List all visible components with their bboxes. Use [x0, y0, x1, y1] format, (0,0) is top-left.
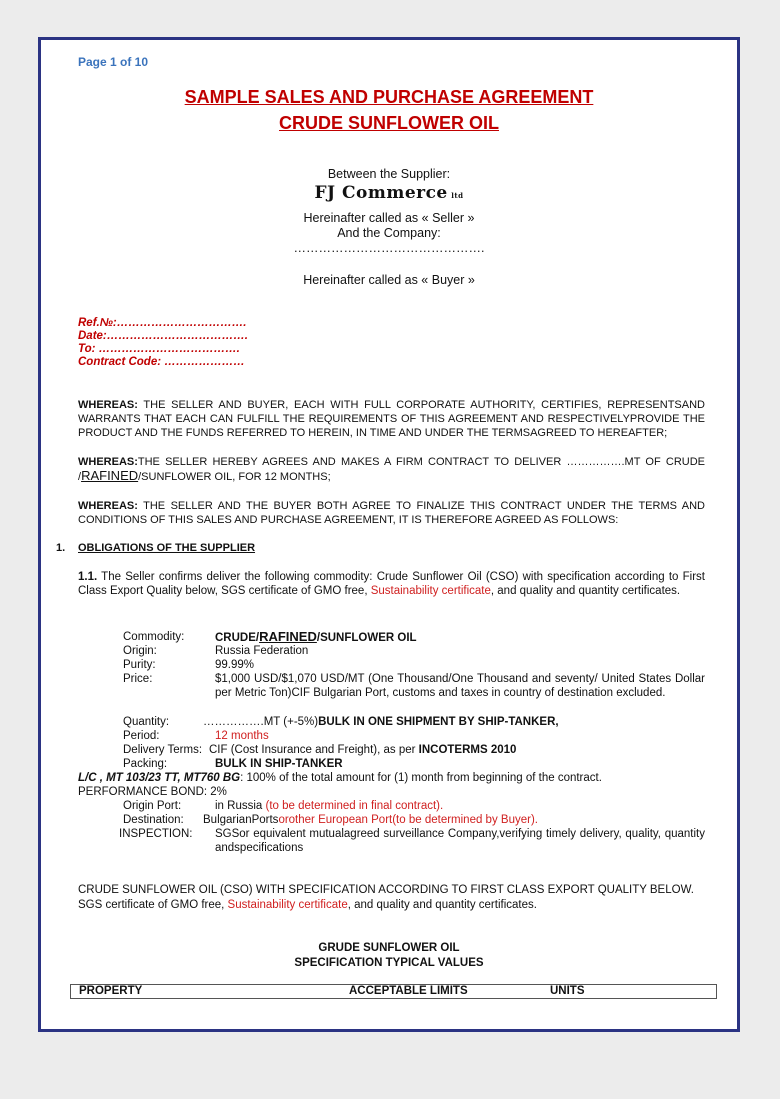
- origin-port-b: (to be determined in final contract).: [265, 800, 444, 812]
- packing-value: BULK IN SHIP-TANKER: [215, 758, 343, 770]
- cso-line-2: [78, 898, 694, 913]
- whereas-3: [78, 499, 705, 527]
- column-units: UNITS: [550, 985, 585, 997]
- document-title: SAMPLE SALES AND PURCHASE AGREEMENT: [184, 87, 594, 107]
- period-value: 12 months: [215, 730, 269, 742]
- rafined-text: RAFINED: [81, 468, 139, 483]
- buyer-called: Hereinafter called as « Buyer »: [303, 273, 475, 287]
- whereas-text: THE SELLER HEREBY AGREES AND MAKES A FIRM CONTRACT TO DELIVER …………….MT OF CRUDE /: [78, 456, 705, 483]
- clause-number: 1.1.: [78, 571, 98, 583]
- spec-title-1: GRUDE SUNFLOWER OIL: [318, 942, 460, 954]
- quantity-b: BULK IN ONE SHIPMENT BY SHIP-TANKER,: [318, 716, 559, 728]
- period-label: Period:: [123, 730, 160, 742]
- terms-block: [41, 630, 737, 900]
- whereas-label: WHEREAS:: [78, 456, 138, 468]
- cso-paragraph: [78, 883, 694, 913]
- page-number: Page 1 of 10: [78, 55, 149, 69]
- whereas-text-b: /SUNFLOWER OIL, FOR 12 MONTHS;: [138, 471, 331, 483]
- supplier-logo-text: FJ Commerce: [314, 183, 448, 203]
- price-value: $1,000 USD/$1,070 USD/MT (One Thousand/One Thousand and seventy/ United States Dollar per Metric Ton)CIF Bulgarian Port, customs and taxes in country of destination excluded.: [215, 673, 705, 699]
- ref-contract-code: Contract Code: …………………: [78, 356, 245, 368]
- price-label: Price:: [123, 673, 153, 685]
- commodity-b: /SUNFLOWER OIL: [316, 632, 417, 644]
- destination-b: orother European Port(to be determined by Buyer).: [278, 814, 538, 826]
- origin-port-a: in Russia: [215, 800, 266, 812]
- commodity-value: [215, 630, 417, 645]
- origin-port-label: Origin Port:: [123, 800, 182, 812]
- section-1-number: 1.: [56, 542, 66, 554]
- whereas-label: WHEREAS:: [78, 500, 138, 512]
- lc-text: : 100% of the total amount for (1) month from beginning of the contract.: [240, 772, 602, 784]
- whereas-text: THE SELLER AND THE BUYER BOTH AGREE TO FINALIZE THIS CONTRACT UNDER THE TERMS AND CONDITIONS OF THIS SALES AND PURCHASE AGREEMENT, IT IS THEREFORE AGREED AS FOLLOWS:: [78, 500, 705, 526]
- clause-1-1: [78, 570, 705, 598]
- document-page: [38, 37, 740, 1032]
- cso-line-1: CRUDE SUNFLOWER OIL (CSO) WITH SPECIFICATION ACCORDING TO FIRST CLASS EXPORT QUALITY BELOW.: [78, 884, 694, 896]
- whereas-2: [78, 455, 705, 484]
- ref-to: To: ……………………………….: [78, 343, 240, 355]
- purity-label: Purity:: [123, 659, 156, 671]
- quantity-label: Quantity:: [123, 716, 170, 728]
- column-property: PROPERTY: [79, 985, 143, 997]
- delivery-value: [209, 743, 516, 757]
- sustainability-link: Sustainability certificate: [370, 585, 491, 597]
- cso-text-a: SGS certificate of GMO free,: [78, 899, 228, 911]
- performance-bond: PERFORMANCE BOND: 2%: [78, 786, 227, 798]
- seller-called: Hereinafter called as « Seller »: [303, 211, 475, 225]
- delivery-a: CIF (Cost Insurance and Freight), as per: [209, 744, 419, 756]
- commodity-label: Commodity:: [123, 631, 185, 643]
- destination-value: [203, 813, 538, 827]
- delivery-label: Delivery Terms:: [123, 744, 203, 756]
- inspection-value: SGSor equivalent mutualagreed surveillance Company,verifying timely delivery, quality, quantity andspecifications: [215, 828, 705, 854]
- destination-a: BulgarianPorts: [203, 814, 279, 826]
- packing-label: Packing:: [123, 758, 168, 770]
- origin-port-value: [215, 799, 443, 813]
- column-limits: ACCEPTABLE LIMITS: [349, 985, 468, 997]
- whereas-1: [78, 398, 705, 440]
- clause-text: The Seller confirms deliver the following commodity: Crude Sunflower Oil (CSO) with specification according to First Class Export Quality below, SGS certificate of GMO free,: [78, 571, 705, 597]
- inspection-label: INSPECTION:: [119, 828, 193, 840]
- commodity-a: CRUDE/: [215, 632, 260, 644]
- quantity-a: …………….MT (+-5%): [203, 716, 319, 728]
- supplier-suffix: ltd: [451, 191, 464, 200]
- commodity-rafined: RAFINED: [259, 629, 317, 644]
- document-subtitle: CRUDE SUNFLOWER OIL: [279, 113, 499, 133]
- whereas-label: WHEREAS:: [78, 399, 138, 411]
- clause-text-b: , and quality and quantity certificates.: [490, 585, 681, 597]
- ref-number: Ref.№:…………………………….: [78, 317, 247, 329]
- purity-value: 99.99%: [215, 659, 255, 671]
- company-blank: ……………………………………….: [293, 241, 485, 255]
- spec-title-2: SPECIFICATION TYPICAL VALUES: [294, 957, 484, 969]
- incoterms: INCOTERMS 2010: [418, 744, 517, 756]
- spec-table-header: [70, 984, 717, 999]
- and-company: And the Company:: [337, 226, 441, 240]
- lc-line: [78, 771, 602, 785]
- ref-date: Date:……………………………….: [78, 330, 248, 342]
- whereas-text: THE SELLER AND BUYER, EACH WITH FULL CORPORATE AUTHORITY, CERTIFIES, REPRESENTSAND WARRANTS THAT EACH CAN FULFILL THE REQUIREMENTS OF THIS AGREEMENT AND RESPECTIVELYPROVIDE THE PRODUCT AND THE FUNDS REFERRED TO HEREIN, IN TIME AND UNDER THE TERMSAGREED TO HEREAFTER;: [78, 399, 705, 439]
- cso-sustainability: Sustainability certificate: [227, 899, 348, 911]
- supplier-name: [41, 183, 737, 203]
- quantity-value: [203, 715, 559, 729]
- cso-text-b: , and quality and quantity certificates.: [347, 899, 537, 911]
- section-1-title: OBLIGATIONS OF THE SUPPLIER: [78, 542, 256, 554]
- destination-label: Destination:: [123, 814, 184, 826]
- lc-label: L/C , MT 103/23 TT, MT760 BG: [78, 772, 241, 784]
- origin-value: Russia Federation: [215, 645, 309, 657]
- between-supplier: Between the Supplier:: [327, 167, 451, 181]
- origin-label: Origin:: [123, 645, 157, 657]
